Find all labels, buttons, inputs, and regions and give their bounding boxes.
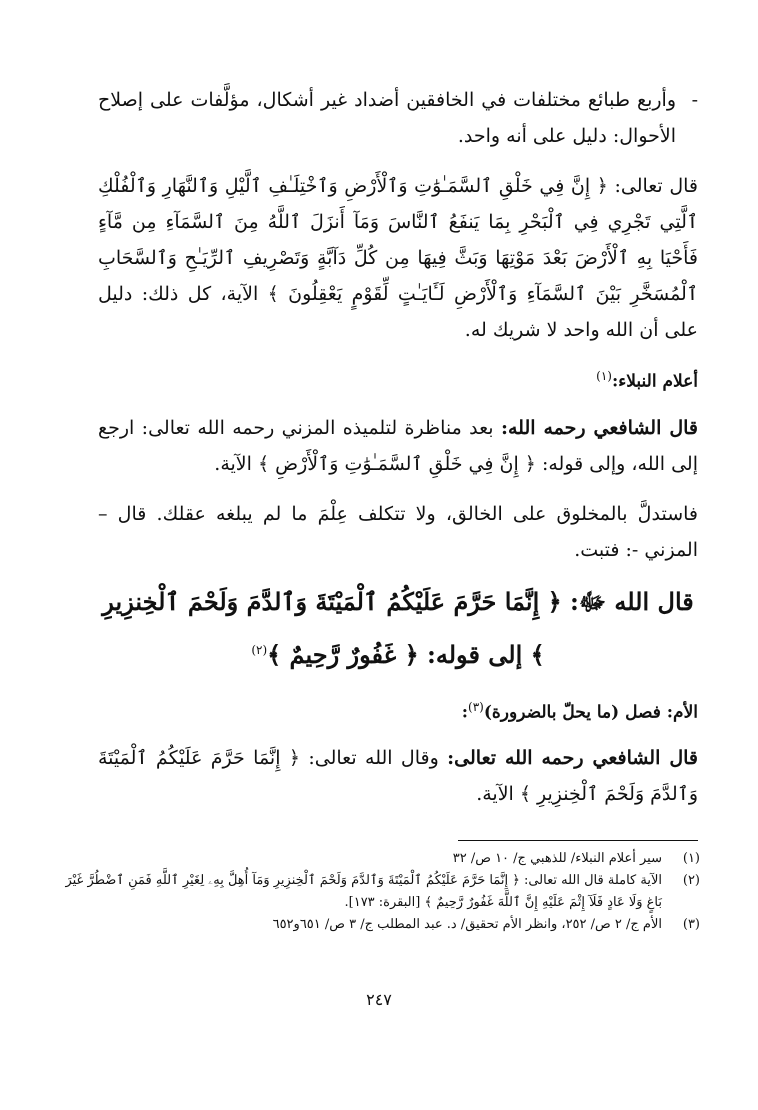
shafii2-text-1: وقال الله تعالى: (300, 747, 448, 770)
verse-quote-end: ﴿ غَفُورٌ رَّحِيمٌ ﴾ (267, 639, 419, 669)
shafii-text-1: بعد مناظرة لتلميذه المزني رحمه الله تعالى: ارجع إلى الله، وإلى قوله: (98, 416, 698, 475)
heading-colon: : (461, 702, 469, 723)
footnote-item (60, 914, 700, 936)
verse-intro: قال تعالى: (607, 175, 698, 197)
heading-text: الأم: فصل (ما يحلّ بالضرورة) (483, 702, 698, 723)
verse-speaker: قال الله ﷻ: (561, 586, 694, 616)
footnote-number: (٣) (682, 917, 700, 932)
verse-paragraph (98, 168, 698, 348)
verse-outro: الآية، كل ذلك: دليل على أن الله واحد لا شريك له. (98, 283, 698, 341)
footnote-ref-2: (٢) (251, 642, 268, 657)
shafii-paragraph (98, 410, 698, 482)
speaker-shafii-2: قال الشافعي رحمه الله تعالى: (447, 747, 698, 770)
footnote-item (60, 848, 700, 870)
footnote-ref-1: (١) (596, 369, 612, 383)
verse-to: إلى قوله: (418, 639, 531, 669)
bullet-text: وأربع طبائع مختلفات في الخافقين أضداد غير أشكال، مؤلَّفات على إصلاح الأحوال: دليل على أنه واحد. (98, 89, 676, 147)
page-body (98, 82, 698, 812)
footnotes (60, 848, 700, 936)
bullet-mark: - (691, 89, 698, 111)
footnote-text: الآية كاملة قال الله تعالى: ﴿ إِنَّمَا حَرَّمَ عَلَيْكُمُ ٱلْمَيْتَةَ وَٱلدَّمَ وَلَحْمَ ٱلْخِنزِيرِ وَمَآ أُهِلَّ بِهِۦ لِغَيْرِ ٱللَّهِ فَمَنِ ٱضْطُرَّ غَيْرَ بَاغٍ وَلَا عَادٍ فَلَآ إِثْمَ عَلَيْهِ إِنَّ ٱللَّهَ غَفُورٌ رَّحِيمٌ ﴾ [البقرة: ١٧٣]. (65, 873, 662, 910)
bullet-paragraph (98, 82, 698, 154)
footnote-item (60, 870, 700, 914)
heading-text: أعلام النبلاء: (611, 371, 698, 392)
speaker-shafii: قال الشافعي رحمه الله: (500, 416, 698, 439)
highlighted-verse (98, 578, 698, 679)
shafii2-text-2: الآية. (476, 783, 520, 806)
page-number: ٢٤٧ (366, 990, 392, 1009)
shafii-quote: ﴿ إِنَّ فِي خَلْقِ ٱلسَّمَـٰوَٰتِ وَٱلْأَرْضِ ﴾ (257, 452, 536, 475)
footnote-text: الأم ج/ ٢ ص/ ٢٥٢، وانظر الأم تحقيق/ د. عبد المطلب ج/ ٣ ص/ ٦٥١و٦٥٢ (272, 917, 662, 932)
footnote-separator (458, 840, 698, 841)
footnote-text: سير أعلام النبلاء/ للذهبي ج/ ١٠ ص/ ٣٢ (452, 851, 662, 866)
verse-quote-main: ﴿ إِنَّمَا حَرَّمَ عَلَيْكُمُ ٱلْمَيْتَةَ وَٱلدَّمَ وَلَحْمَ ٱلْخِنزِيرِ ﴾ (102, 586, 562, 669)
shafii2-quote: ﴿ إِنَّمَا حَرَّمَ عَلَيْكُمُ ٱلْمَيْتَةَ وَٱلدَّمَ وَلَحْمَ ٱلْخِنزِيرِ ﴾ (98, 747, 698, 806)
section-heading-umm (98, 693, 698, 727)
shafii-paragraph-2 (98, 740, 698, 812)
footnote-number: (٢) (682, 873, 700, 888)
section-heading-nubala (98, 362, 698, 396)
shafii-text-2: الآية. (214, 452, 258, 475)
verse-quote: ﴿ إِنَّ فِي خَلْقِ ٱلسَّمَـٰوَٰتِ وَٱلْأَرْضِ وَٱخْتِلَـٰفِ ٱلَّيْلِ وَٱلنَّهَارِ وَٱلْفُلْكِ ٱلَّتِي تَجْرِي فِي ٱلْبَحْرِ بِمَا يَنفَعُ ٱلنَّاسَ وَمَآ أَنزَلَ ٱللَّهُ مِنَ ٱلسَّمَآءِ مِن مَّآءٍ فَأَحْيَا بِهِ ٱلْأَرْضَ بَعْدَ مَوْتِهَا وَبَثَّ فِيهَا مِن كُلِّ دَآبَّةٍ وَتَصْرِيفِ ٱلرِّيَـٰحِ وَٱلسَّحَابِ ٱلْمُسَخَّرِ بَيْنَ ٱلسَّمَآءِ وَٱلْأَرْضِ لَـَٔايَـٰتٍ لِّقَوْمٍ يَعْقِلُونَ ﴾ (98, 175, 698, 305)
istidlal-paragraph: فاستدلَّ بالمخلوق على الخالق، ولا تتكلف عِلْمَ ما لم يبلغه عقلك. قال – المزني -: فتبت. (98, 502, 698, 561)
footnote-ref-3: (٣) (468, 699, 484, 714)
footnote-number: (١) (682, 851, 700, 866)
